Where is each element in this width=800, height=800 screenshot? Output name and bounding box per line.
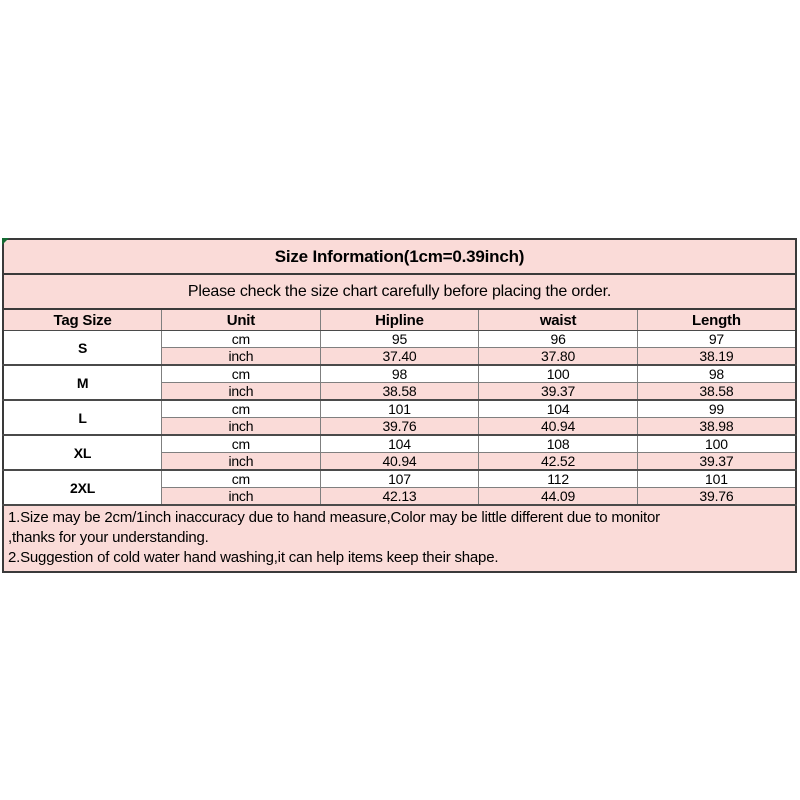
- size-table: [2, 238, 797, 573]
- value-cell: 38.19: [637, 348, 796, 366]
- table-row: [3, 331, 796, 348]
- spreadsheet-corner-mark: [2, 238, 9, 245]
- value-cell: 100: [479, 365, 638, 383]
- unit-cell: inch: [162, 488, 321, 506]
- size-cell: XL: [3, 435, 162, 470]
- unit-cell: inch: [162, 418, 321, 436]
- value-cell: 95: [320, 331, 479, 348]
- value-cell: 42.52: [479, 453, 638, 471]
- value-cell: 101: [320, 400, 479, 418]
- size-cell: S: [3, 331, 162, 366]
- value-cell: 99: [637, 400, 796, 418]
- table-title: Size Information(1cm=0.39inch): [3, 239, 796, 274]
- value-cell: 40.94: [479, 418, 638, 436]
- value-cell: 104: [479, 400, 638, 418]
- value-cell: 37.40: [320, 348, 479, 366]
- value-cell: 104: [320, 435, 479, 453]
- subtitle-row: [3, 274, 796, 309]
- value-cell: 101: [637, 470, 796, 488]
- value-cell: 38.58: [637, 383, 796, 401]
- column-header-waist: waist: [479, 309, 638, 331]
- header-row: [3, 309, 796, 331]
- table-subtitle: Please check the size chart carefully before placing the order.: [3, 274, 796, 309]
- notes-row: [3, 505, 796, 572]
- value-cell: 38.58: [320, 383, 479, 401]
- value-cell: 107: [320, 470, 479, 488]
- table-row: [3, 470, 796, 488]
- unit-cell: cm: [162, 435, 321, 453]
- value-cell: 40.94: [320, 453, 479, 471]
- unit-cell: inch: [162, 348, 321, 366]
- value-cell: 39.37: [637, 453, 796, 471]
- unit-cell: inch: [162, 383, 321, 401]
- value-cell: 39.76: [637, 488, 796, 506]
- value-cell: 39.37: [479, 383, 638, 401]
- unit-cell: cm: [162, 365, 321, 383]
- table-row: [3, 365, 796, 383]
- value-cell: 44.09: [479, 488, 638, 506]
- table-row: [3, 400, 796, 418]
- value-cell: 108: [479, 435, 638, 453]
- size-cell: 2XL: [3, 470, 162, 505]
- value-cell: 98: [637, 365, 796, 383]
- value-cell: 100: [637, 435, 796, 453]
- size-cell: L: [3, 400, 162, 435]
- column-header-unit: Unit: [162, 309, 321, 331]
- value-cell: 37.80: [479, 348, 638, 366]
- size-chart: [2, 238, 797, 573]
- unit-cell: inch: [162, 453, 321, 471]
- column-header-length: Length: [637, 309, 796, 331]
- value-cell: 42.13: [320, 488, 479, 506]
- value-cell: 98: [320, 365, 479, 383]
- unit-cell: cm: [162, 470, 321, 488]
- note-line-3: 2.Suggestion of cold water hand washing,it can help items keep their shape.: [8, 549, 499, 566]
- size-cell: M: [3, 365, 162, 400]
- value-cell: 39.76: [320, 418, 479, 436]
- value-cell: 97: [637, 331, 796, 348]
- notes-cell: [3, 505, 796, 572]
- title-row: [3, 239, 796, 274]
- value-cell: 38.98: [637, 418, 796, 436]
- value-cell: 112: [479, 470, 638, 488]
- table-row: [3, 435, 796, 453]
- unit-cell: cm: [162, 331, 321, 348]
- note-line-1: 1.Size may be 2cm/1inch inaccuracy due to hand measure,Color may be little different due to monitor: [8, 509, 660, 526]
- value-cell: 96: [479, 331, 638, 348]
- column-header-tag-size: Tag Size: [3, 309, 162, 331]
- column-header-hipline: Hipline: [320, 309, 479, 331]
- note-line-2: ,thanks for your understanding.: [8, 529, 209, 546]
- unit-cell: cm: [162, 400, 321, 418]
